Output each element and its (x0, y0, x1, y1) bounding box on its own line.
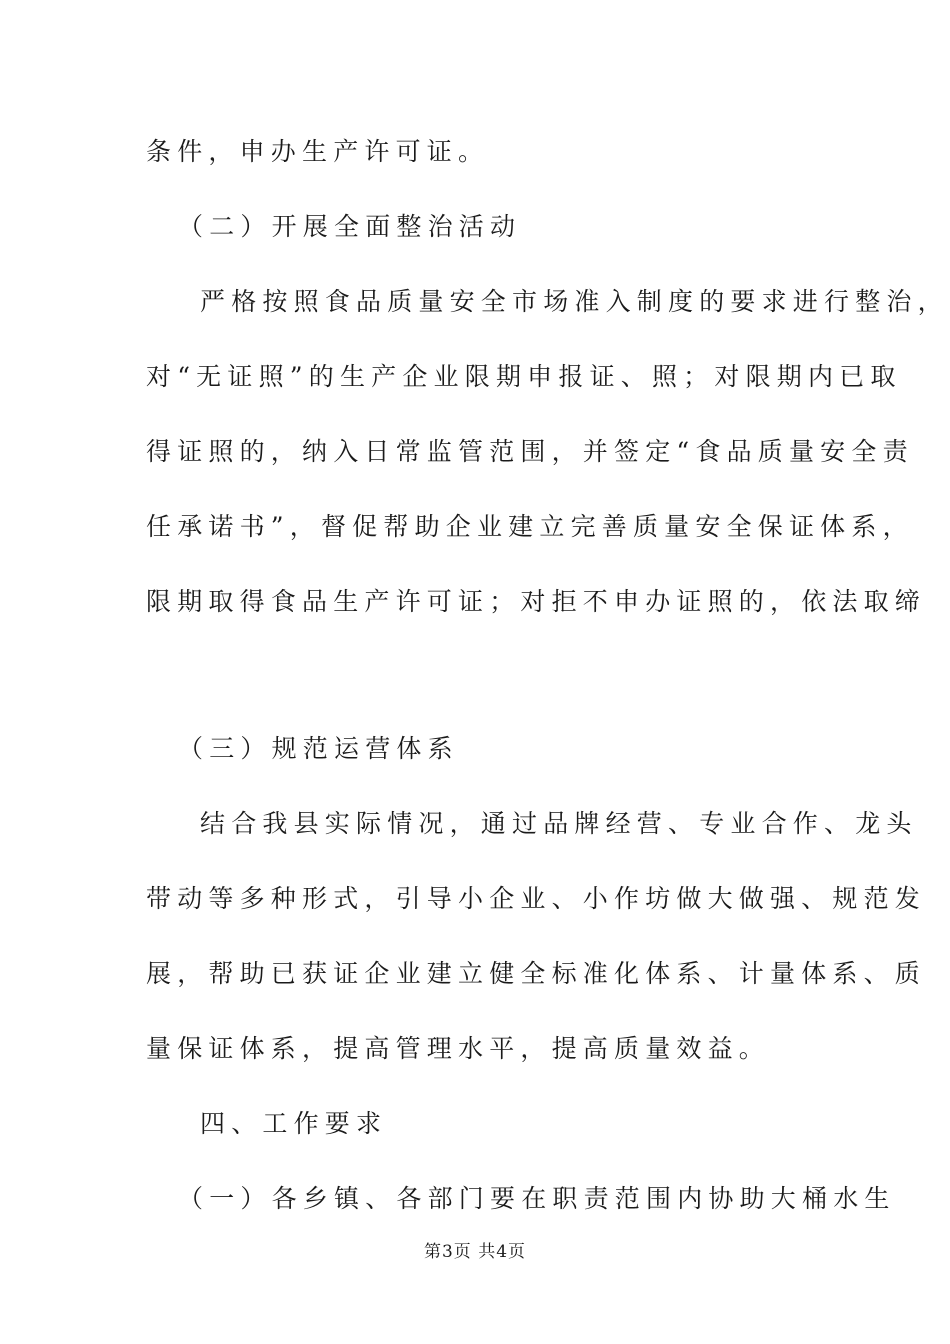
paragraph-line: 任承诺书”，督促帮助企业建立完善质量安全保证体系， (146, 512, 914, 541)
paragraph-line: 条件，申办生产许可证。 (146, 137, 490, 166)
paragraph-line: 限期取得食品生产许可证；对拒不申办证照的，依法取缔 (146, 587, 927, 616)
paragraph-line: 展，帮助已获证企业建立健全标准化体系、计量体系、质 (146, 959, 927, 988)
paragraph-line: 带动等多种形式，引导小企业、小作坊做大做强、规范发 (146, 884, 927, 913)
page-number: 第3页 共4页 (423, 1242, 527, 1262)
paragraph-line: 严格按照食品质量安全市场准入制度的要求进行整治， (200, 287, 949, 316)
paragraph-line: 得证照的，纳入日常监管范围，并签定“食品质量安全责 (146, 437, 914, 466)
section-heading: 四、工作要求 (200, 1109, 388, 1138)
paragraph-line: 对“无证照”的生产企业限期申报证、照；对限期内已取 (146, 362, 902, 391)
paragraph-line: 结合我县实际情况，通过品牌经营、专业合作、龙头 (200, 809, 918, 838)
section-heading: （三）规范运营体系 (178, 734, 459, 763)
paragraph-line: （一）各乡镇、各部门要在职责范围内协助大桶水生 (178, 1184, 896, 1213)
section-heading: （二）开展全面整治活动 (178, 212, 522, 241)
paragraph-line: 量保证体系，提高管理水平，提高质量效益。 (146, 1034, 771, 1063)
